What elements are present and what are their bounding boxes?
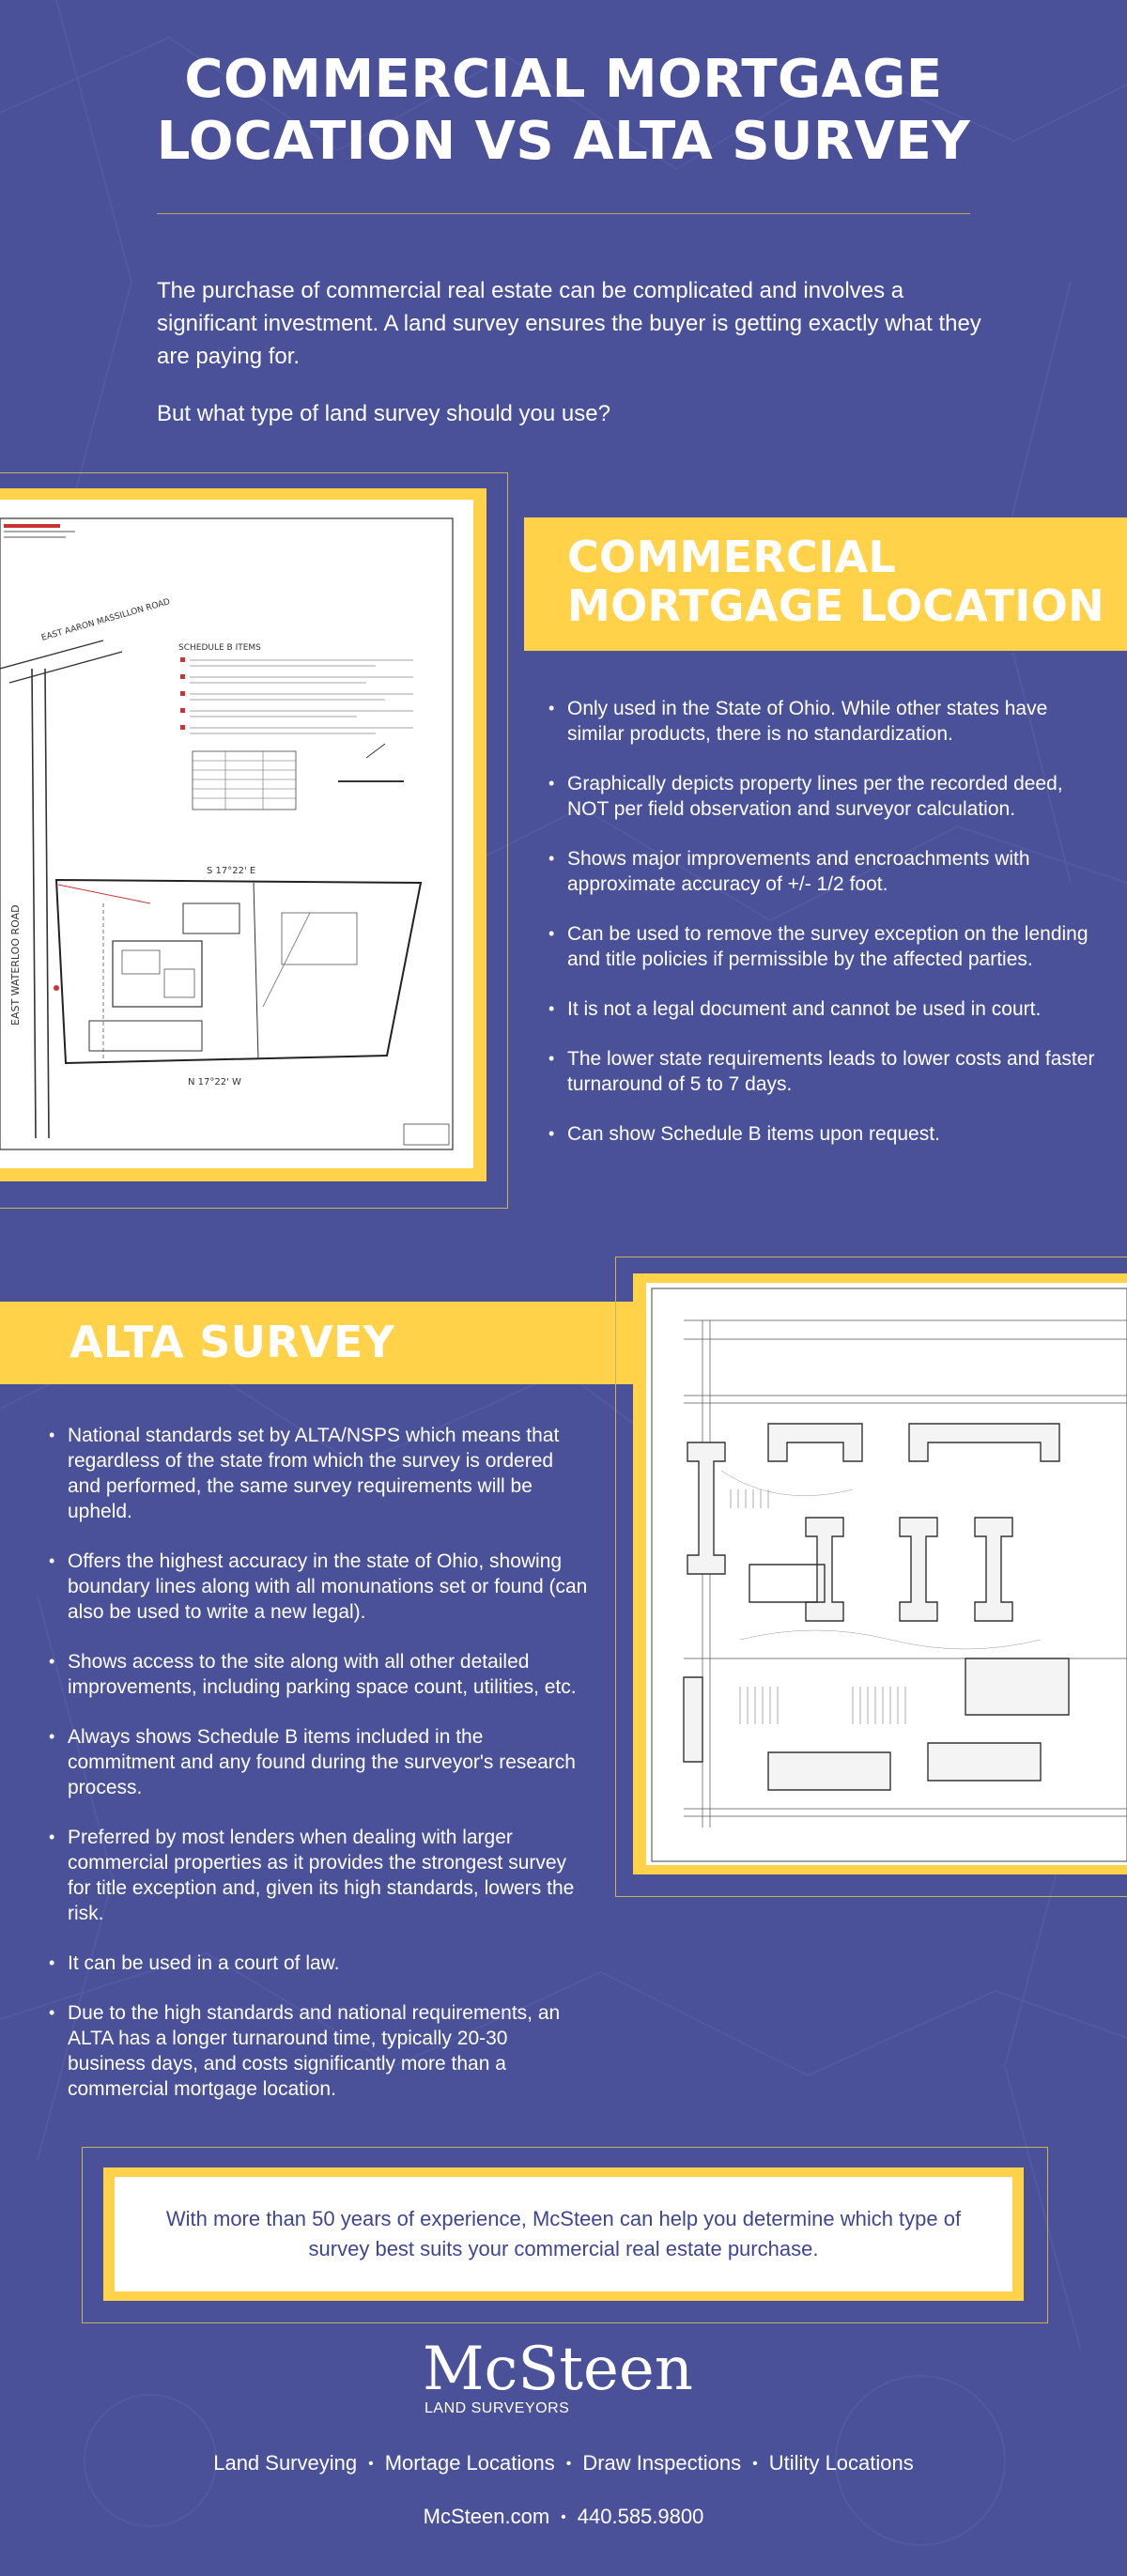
alta-bullet: • Preferred by most lenders when dealing with larger commercial properties as it provides the strongest survey for title exception and, given its high standards, lowers the risk. xyxy=(49,1825,589,1926)
road-label-waterloo: EAST WATERLOO ROAD xyxy=(9,904,22,1026)
title-line-1: COMMERCIAL MORTGAGE xyxy=(184,49,943,110)
alta-bullet: • Always shows Schedule B items included in the commitment and any found during the surveyor's research process. xyxy=(49,1724,589,1800)
bearing-bottom: N 17°22' W xyxy=(188,1077,241,1087)
alta-bullet: • It can be used in a court of law. xyxy=(49,1951,589,1976)
separator-dot: • xyxy=(368,2456,374,2472)
cml-heading-line-2: MORTGAGE LOCATION xyxy=(567,580,1104,631)
alta-bullet: • Due to the high standards and national requirements, an ALTA has a longer turnaround time, typically 20-30 business days, and costs significantly more than a commercial mortgage location. xyxy=(49,2000,589,2102)
page-title xyxy=(94,49,1033,173)
cml-bullet: • Can be used to remove the survey exception on the lending and title policies if permissible by the affected parties. xyxy=(548,921,1103,972)
cml-heading xyxy=(567,532,1112,630)
cml-bullet: • It is not a legal document and cannot be used in court. xyxy=(548,996,1103,1022)
services-list xyxy=(0,2451,1127,2476)
service-item: Utility Locations xyxy=(768,2451,914,2475)
road-label-massillon: EAST AARON MASSILLON ROAD xyxy=(40,597,172,643)
alta-heading: ALTA SURVEY xyxy=(69,1317,395,1367)
schedule-b-label: SCHEDULE B ITEMS xyxy=(178,643,261,653)
service-item: Draw Inspections xyxy=(582,2451,742,2475)
title-divider xyxy=(157,213,970,214)
bearing-top: S 17°22' E xyxy=(207,866,256,876)
cml-heading-line-1: COMMERCIAL xyxy=(567,532,897,582)
cta-box xyxy=(115,2177,1012,2291)
logo-tagline: LAND SURVEYORS xyxy=(425,2400,570,2416)
alta-bullet-list xyxy=(49,1423,589,2126)
separator-dot: • xyxy=(561,2509,566,2525)
separator-dot: • xyxy=(752,2456,758,2472)
contact-info xyxy=(0,2505,1127,2529)
intro-question: But what type of land survey should you use? xyxy=(157,401,610,426)
cml-bullet: • Graphically depicts property lines per the recorded deed, NOT per field observation and surveyor calculation. xyxy=(548,771,1103,822)
cml-bullet: • Shows major improvements and encroachments with approximate accuracy of +/- 1/2 foot. xyxy=(548,846,1103,897)
alta-bullet: • Offers the highest accuracy in the state of Ohio, showing boundary lines along with all monunations set or found (can also be used to write a new legal). xyxy=(49,1549,589,1625)
cml-bullet: • The lower state requirements leads to lower costs and faster turnaround of 5 to 7 days. xyxy=(548,1046,1103,1097)
cml-bullet: • Can show Schedule B items upon request. xyxy=(548,1121,1103,1147)
title-line-2: LOCATION VS ALTA SURVEY xyxy=(156,111,971,172)
mcsteen-logo: McSteen xyxy=(423,2335,693,2404)
cml-survey-drawing xyxy=(0,500,473,1168)
intro-paragraph: The purchase of commercial real estate can be complicated and involves a significant investment. A land survey ensures the buyer is getting exactly what they are paying for. xyxy=(157,278,981,369)
alta-bullet: • National standards set by ALTA/NSPS which means that regardless of the state from which the survey is ordered and performed, the same survey requirements will be upheld. xyxy=(49,1423,589,1524)
cta-text: With more than 50 years of experience, McSteen can help you determine which type of survey best suits your commercial real estate purchase. xyxy=(165,2207,962,2260)
separator-dot: • xyxy=(565,2456,572,2472)
website-link[interactable]: McSteen.com xyxy=(423,2505,550,2528)
phone-number[interactable]: 440.585.9800 xyxy=(577,2505,704,2528)
cml-bullet-list xyxy=(548,696,1103,1171)
service-item: Land Surveying xyxy=(213,2451,358,2475)
cml-bullet: • Only used in the State of Ohio. While other states have similar products, there is no standardization. xyxy=(548,696,1103,747)
alta-survey-drawing xyxy=(646,1283,1127,1865)
service-item: Mortage Locations xyxy=(384,2451,555,2475)
alta-bullet: • Shows access to the site along with all other detailed improvements, including parking space count, utilities, etc. xyxy=(49,1649,589,1700)
